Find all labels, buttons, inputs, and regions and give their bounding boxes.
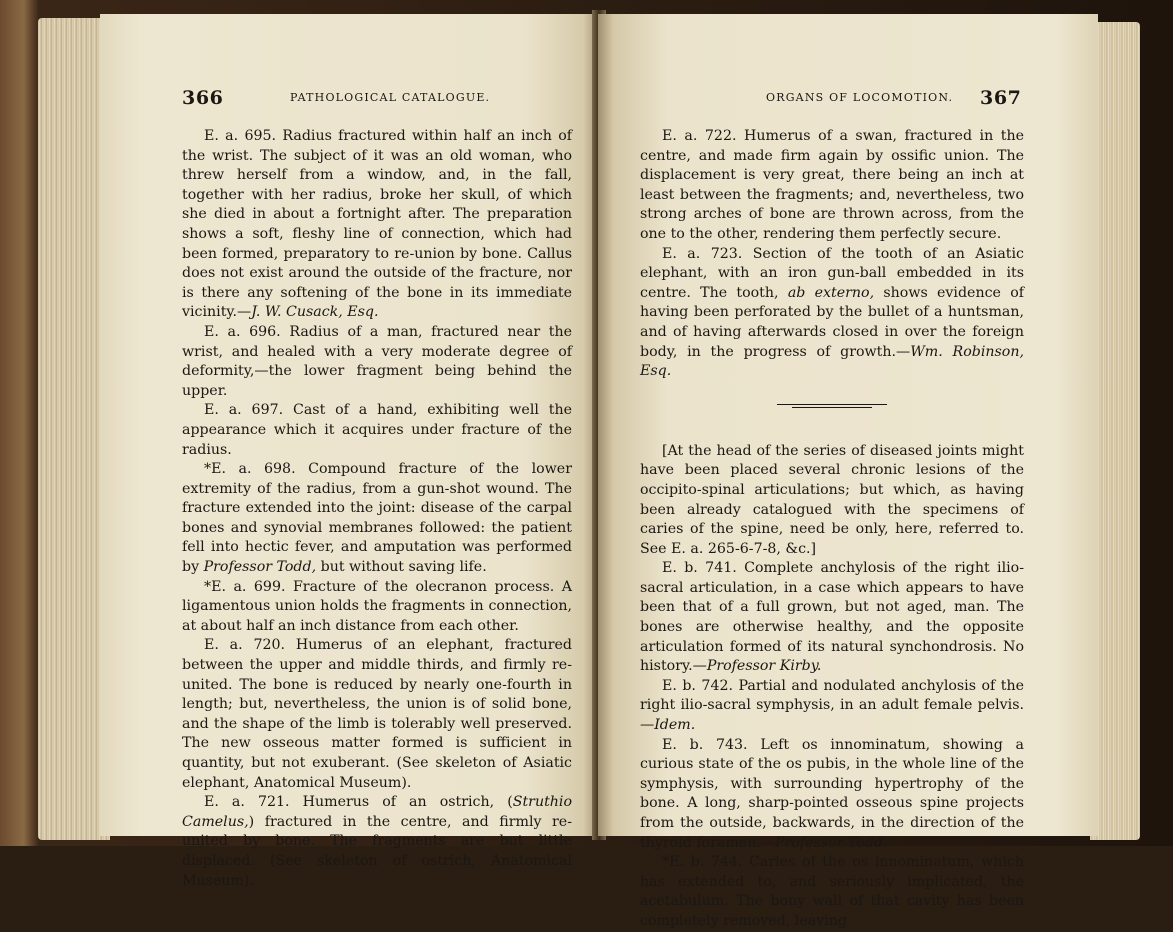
right-running-head [640,87,1022,109]
entry-paragraph: *E. b. 744. Caries of the os innominatum, which has extended to, and seriously implicated, the acetabulum. The bony wall of that cavity has been completely removed, leaving [640,854,1024,929]
right-text-column [640,127,1024,932]
entry-paragraph: E. a. 697. Cast of a hand, exhibiting well the appearance which it acquires under fracture of the radius. [182,402,572,458]
left-text-column [182,127,572,891]
entry-paragraph: E. a. 721. Humerus of an ostrich, (Struthio Camelus,) fractured in the centre, and firmly re-united by bone. The fragments are but little displaced. (See skeleton of ostrich, Anatomical Museum). [182,794,573,889]
bracketed-note: [At the head of the series of diseased joints might have been placed several chronic lesions of the occipito-spinal articulations; but which, as having been already catalogued with the specimens of caries of the spine, need be only, here, referred to. See E. a. 265-6-7-8, &c.] [640,442,1024,557]
right-header-title: ORGANS OF LOCOMOTION. [766,91,954,104]
entry-paragraph: E. a. 695. Radius fractured within half an inch of the wrist. The subject of it was an old woman, who threw herself from a window, and, in the fall, together with her radius, broke her skull, of which she died in about a fortnight after. The preparation shows a soft, fleshy line of connection, which had been formed, preparatory to re-union by bone. Callus does not exist around the outside of the fracture, nor is there any softening of the bone in its immediate vicinity.—J. W. Cusack, Esq. [182,128,572,321]
right-page [598,14,1098,929]
left-page-number: 366 [182,87,224,109]
entry-paragraph: E. b. 743. Left os innominatum, showing a curious state of the os pubis, in the whole line of the symphysis, with surrounding hypertrophy of the bone. A long, sharp-pointed osseous spine projects from the outside, backwards, in the direction of the thyroid foramen.—Professor Todd. [640,736,1024,851]
entry-paragraph: E. a. 723. Section of the tooth of an Asiatic elephant, with an iron gun-ball embedded in its centre. The tooth, ab externo, shows evidence of having been perforated by the bullet of a huntsman, and of having afterwards closed in over the foreign body, in the progress of growth.—Wm. Robinson, Esq. [640,245,1024,380]
entry-paragraph: *E. a. 698. Compound fracture of the lower extremity of the radius, from a gun-shot wound. The fracture extended into the joint: disease of the carpal bones and synovial membranes followed: the patient fell into hectic fever, and amputation was performed by Professor Todd, but without saving life. [182,461,572,576]
right-page-number: 367 [980,87,1022,109]
entry-paragraph: E. a. 696. Radius of a man, fractured near the wrist, and healed with a very moderate degree of deformity,—the lower fragment being behind the upper. [182,323,572,399]
entry-paragraph: E. a. 722. Humerus of a swan, fractured in the centre, and made firm again by ossific union. The displacement is very great, there being an inch at least between the fragments; and, nevertheless, two strong arches of bone are thrown across, from the one to the other, rendering them perfectly secure. [640,128,1025,242]
entry-paragraph: E. a. 720. Humerus of an elephant, fractured between the upper and middle thirds, and firmly re-united. The bone is reduced by nearly one-fourth in length; but, nevertheless, the union is of solid bone, and the shape of the limb is tolerably well preserved. The new osseous matter formed is sufficient in quantity, but not exuberant. (See skeleton of Asiatic elephant, Anatomical Museum). [182,637,572,791]
entry-paragraph: E. b. 741. Complete anchylosis of the right ilio-sacral articulation, in a case which appears to have been that of a full grown, but not aged, man. The bones are otherwise healthy, and the opposite articulation formed of its natural synchondrosis. No history.—Professor Kirby. [640,560,1024,675]
entry-paragraph: *E. a. 699. Fracture of the olecranon process. A ligamentous union holds the fragments in connection, at about half an inch distance from each other. [182,578,572,634]
section-divider-thin [792,407,872,408]
left-running-head [182,87,514,109]
left-header-title: PATHOLOGICAL CATALOGUE. [290,91,491,104]
section-divider [777,404,887,405]
left-page [100,14,598,889]
entry-paragraph: E. b. 742. Partial and nodulated anchylosis of the right ilio-sacral symphysis, in an adult female pelvis.—Idem. [640,677,1024,734]
